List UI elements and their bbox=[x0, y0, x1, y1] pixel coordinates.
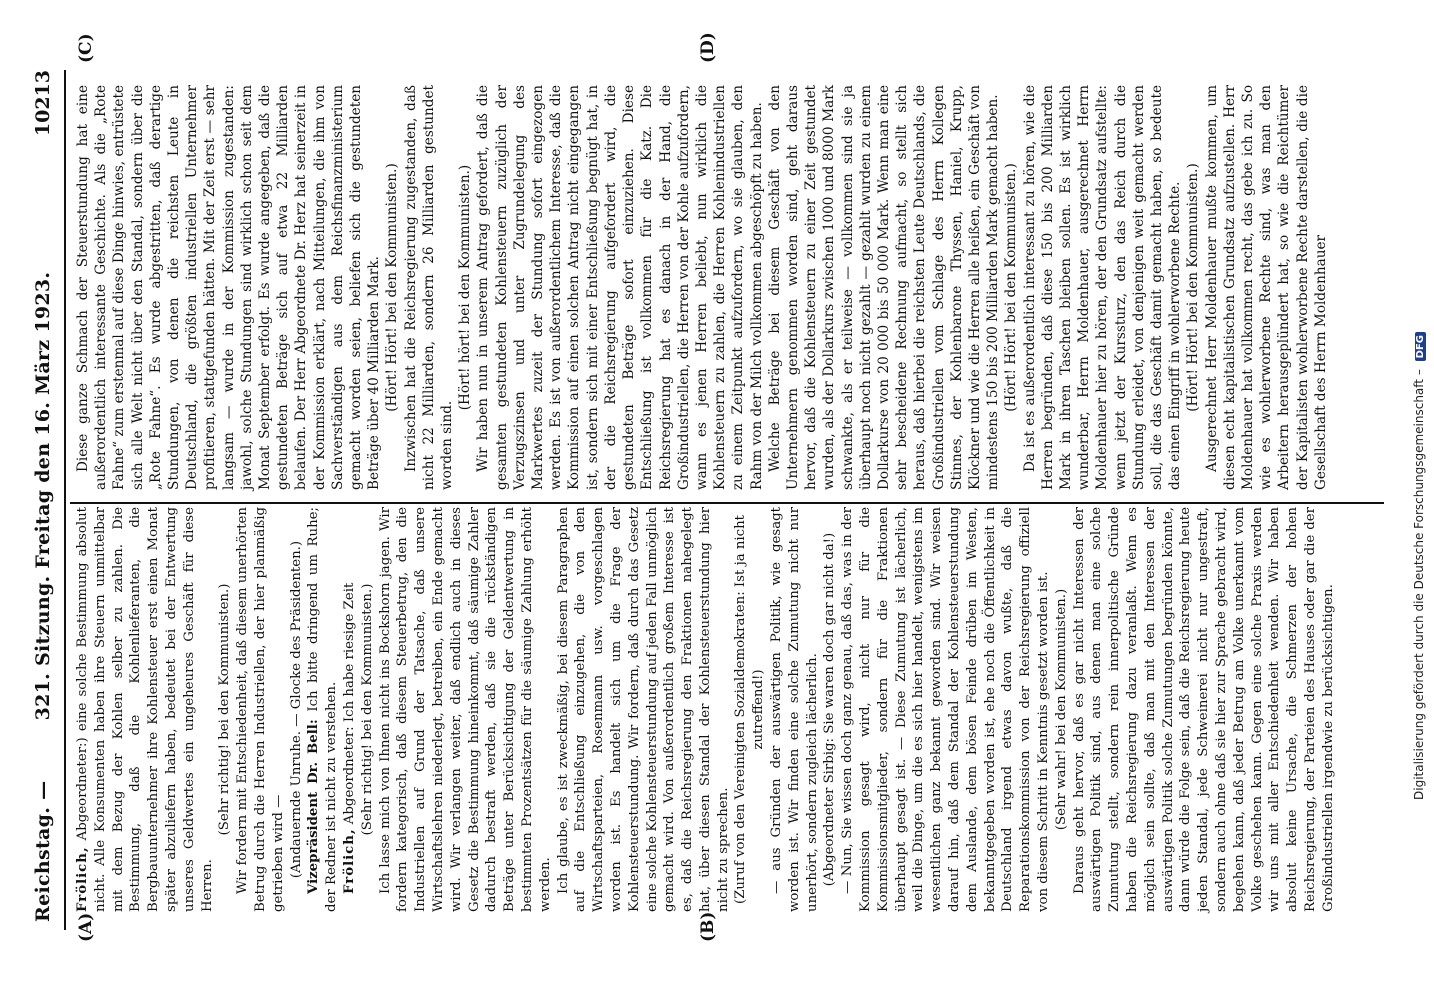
interjection: (Hört! Hört! bei den Kommunisten.) bbox=[1003, 163, 1020, 412]
interjection: (Hört! hört! bei den Kommunisten.) bbox=[457, 164, 474, 411]
paragraph: Ich lasse mich von Ihnen nicht ins Bockshorn jagen. Wir fordern kategorisch, daß diesem Steuerbetrug, den die Industriellen auf Grund der Tatsache, daß unsere Wirtschaftslehren niederlegt, betreiben, ein Ende gemacht wird. Wir verlangen weiter, daß endlich auch in dieses Gesetz die Bestimmung hineinkommt, daß säumige Zahler dadurch bestraft werden, daß sie die rückständigen Beträge unter Berücksichtigung der Geldentwertung in bestimmten Prozentsätzen für die säumige Zahlung erhöht werden. bbox=[377, 507, 553, 912]
interjection: (Hört! Hört! bei den Kommunisten.) bbox=[384, 163, 401, 412]
header-center: 321. Sitzung. Freitag den 16. März 1923. bbox=[32, 271, 54, 721]
speaker-name: Frölich, bbox=[75, 846, 90, 912]
interjection: (Hört! Hört! bei den Kommunisten.) bbox=[1185, 163, 1202, 412]
credit-text: Digitalisierung gefördert durch die Deutsche Forschungsgemeinschaft – bbox=[1412, 369, 1426, 800]
speaker-name: Frölich, bbox=[341, 828, 357, 894]
paragraph: Diese ganze Schmach der Steuerstundung hat eine außerordentlich interessante Geschichte. Als die „Rote Fahne“ zum erstenmal auf diese Dinge hinwies, entrüstete sich alle Welt nicht über den Standal, sondern über die „Rote Fahne“. Es wurde abgestritten, daß derartige Stundungen, von denen die reichsten Leute in Deutschland, die größten industriellen Unternehmer profitieren, stattgefunden hätten. Mit der Zeit erst — sehr langsam — wurde in der Kommission zugestanden: jawohl, solche Stundungen sind wirklich schon seit dem Monat September erfolgt. Es wurde angegeben, daß die gestundeten Beträge sich auf etwa 22 Milliarden belaufen. Der Herr Abgeordnete Dr. Herz hat seinerzeit in der Kommission erklärt, nach Mitteilungen, die ihm von Sachverständigen aus dem Reichsfinanzministerium gemacht worden seien, beliefen sich die gestundeten Beträge über 40 Milliarden Mark. bbox=[75, 85, 383, 490]
paragraph: Wir fordern mit Entschiedenheit, daß diesem unerhörten Betrug durch die Herren Industriellen, der hier planmäßig getrieben wird — bbox=[235, 507, 286, 912]
header-left: Reichstag. — bbox=[32, 780, 54, 922]
paragraph: Daraus geht hervor, daß es gar nicht Interessen der auswärtigen Politik sind, aus denen man eine solche Zumutung stellt, sondern rein innerpolitische Gründe haben die Reichsregierung dazu veranlaßt. Wenn es möglich sein sollte, daß man mit den Interessen der auswärtigen Politik solche Zumutungen begründen könnte, dann würde die Folge sein, daß die Reichsregierung heute jeden Standal, jede Schweinerei nicht nur ungestraft, sondern auch ohne daß sie hier zur Sprache gebracht wird, begehen kann, daß jeder Betrug am Volke unerkannt vom Volke geschehen kann. Gegen eine solche Praxis werden wir uns mit aller Entschiedenheit wenden. Wir haben absolut keine Ursache, die Schmerzen der hohen Reichsregierung, der Parteien des Hauses oder gar die der Großindustriellen irgendwie zu berücksichtigen. bbox=[1071, 507, 1336, 912]
paragraph: Ich glaube, es ist zweckmäßig, bei diesem Paragraphen auf die Entschließung einzugehen, die von den Wirtschaftsparteien, Rosenmann usw. vorgeschlagen worden ist. Es handelt sich um die Frage der Kohlensteuerstundung. Wir fordern, daß durch das Gesetz eine solche Kohlensteuerstundung auf jeden Fall unmöglich gemacht wird. Von außerordentlich großem Interesse ist es, daß die Reichsregierung den Fraktionen nahegelegt hat, über diesen Standal der Kohlensteuerstundung hier nicht zu sprechen. bbox=[555, 507, 731, 912]
paragraph: Ausgerechnet Herr Moldenhauer mußte kommen, um diesen echt kapitalistischen Grundsatz aufzustellen. Herr Moldenhauer hat vollkommen recht, das gebe ich zu. So wie es wohlerworbene Rechte sind, was man den Arbeitern herausgeplündert hat, so wie die Reichtümer der Kapitalisten wohlerworbene Rechte darstellen, die die Gesellschaft des Herrn Moldenhauer bbox=[1203, 85, 1329, 490]
margin-mark-d: (D) bbox=[698, 32, 718, 63]
speaker-name: Vizepräsident Dr. Bell: bbox=[306, 719, 322, 894]
interjection: (Sehr wahr! bei den Kommunisten.) bbox=[1053, 588, 1069, 831]
paragraph: — Nun, Sie wissen doch ganz genau, daß das, was in der Kommission gesagt wird, nicht nur für die Kommissionsmitglieder, sondern für die Fraktionen überhaupt gesagt ist. — Diese Zumutung ist lächerlich, weil die Dinge, um die es sich hier handelt, wenigstens im wesentlichen ganz bekannt geworden sind. Wir weisen darauf hin, daß dem Standal der Kohlensteuerstundung dem Auslande, dem bösen Feinde drüben im Westen, bekanntgegeben worden ist, ehe noch die Öffentlichkeit in Deutschland irgend etwas davon wußte, daß die Reparationskommission von der Reichsregierung offiziell von diesem Schritt in Kenntnis gesetzt worden ist. bbox=[840, 507, 1052, 912]
interjection: (Andauernde Unruhe. — Glocke des Präsidenten.) bbox=[288, 540, 304, 879]
column-divider bbox=[70, 502, 1384, 504]
paragraph: Frölich, Abgeordneter: Ich habe riesige Zeit bbox=[341, 582, 357, 894]
header-rule bbox=[64, 70, 66, 930]
interjection: (Zuruf von den Vereinigten Sozialdemokraten: Ist ja nicht zutreffend!) bbox=[733, 514, 767, 905]
paragraph: — aus Gründen der auswärtigen Politik, wie gesagt worden ist. Wir finden eine solche Zumutung nicht nur unerhört, sondern zugleich lächerlich. bbox=[769, 507, 820, 912]
paragraph: Da ist es außerordentlich interessant zu hören, wie die Herren begründen, daß diese 150 bis 200 Milliarden Mark in ihren Taschen bleiben sollen. Es ist wirklich wunderbar, Herrn Moldenhauer, ausgerechnet Herrn Moldenhauer hier zu hören, der den Grundsatz aufstellte: wenn jetzt der Kurssturz, den das Reich durch die Stundung erleidet, von denjenigen weit gemacht werden soll, die das Geschäft damit gemacht haben, so bedeute das einen Eingriff in wohlerworbene Rechte. bbox=[1021, 85, 1184, 490]
paragraph: Welche Beträge bei diesem Geschäft von den Unternehmern genommen worden sind, geht daraus hervor, daß die Kohlensteuern zu einer Zeit gestundet wurden, als der Dollarkurs zwischen 1000 und 8000 Mark schwankte, als er teilweise — vollkommen sind sie ja überhaupt noch nicht gezahlt — gezahlt wurden zu einem Dollarkurse von 20 000 bis 50 000 Mark. Wenn man eine sehr bescheidene Rechnung aufmacht, so stellt sich heraus, daß hierbei die reichsten Leute Deutschlands, die Großindustriellen vom Schlage des Herrn Kollegen Stinnes, der Kohlenbarone Thyssen, Haniel, Krupp, Klöckner und wie die Herren alle heißen, ein Geschäft von mindestens 150 bis 200 Milliarden Mark gemacht haben. bbox=[766, 85, 1002, 490]
margin-mark-a: (A) bbox=[76, 912, 96, 942]
dfg-logo: DFG bbox=[1415, 332, 1426, 361]
margin-mark-c: (C) bbox=[76, 33, 96, 63]
paragraph: Vizepräsident Dr. Bell: Ich bitte dringend um Ruhe; der Redner ist nicht zu verstehen. bbox=[306, 507, 340, 912]
page-header bbox=[28, 70, 68, 922]
digitization-credit bbox=[1412, 332, 1426, 800]
page-number: 10213 bbox=[32, 70, 54, 137]
left-column bbox=[74, 507, 1338, 912]
interjection: (Sehr richtig! bei den Kommunisten.) bbox=[359, 583, 375, 836]
margin-mark-b: (B) bbox=[698, 911, 718, 942]
right-column bbox=[74, 85, 1330, 490]
paragraph: Frölich, Abgeordneter:) eine solche Bestimmung absolut nicht. Alle Konsumenten haben ihre Steuern unmittelbar mit dem Bezug der Kohlen selber zu zahlen. Die Bestimmung, daß die Kohlenlieferanten, die Bergbauunternehmer ihre Kohlensteuer erst einen Monat später abzuliefern haben, bedeutet bei der Entwertung unseres Geldwertes ein ungeheures Geschäft für diese Herren. bbox=[75, 507, 215, 912]
paragraph: Wir haben nun in unserem Antrag gefordert, daß die gesamten gestundeten Kohlensteuern zuzüglich der Verzugszinsen und unter Zugrundelegung des Markwertes zuzeit der Stundung sofort eingezogen werden. Es ist von außerordentlichem Interesse, daß die Kommission auf einen solchen Antrag nicht eingegangen ist, sondern sich mit einer Entschließung begnügt hat, in der die Reichsregierung aufgefordert wird, die gestundeten Beträge sofort einzuziehen. Diese Entschließung ist vollkommen für die Katz. Die Reichsregierung hat es danach in der Hand, die Großindustriellen, die Herren von der Kohle aufzufordern, wann es jenen Herren beliebt, nun wirklich die Kohlensteuern zu zahlen, die Herren Kohlenindustriellen zu einem Zeitpunkt aufzufordern, wo sie glauben, den Rahm von der Milch vollkommen abgeschöpft zu haben. bbox=[475, 85, 765, 490]
interjection: (Sehr richtig! bei den Kommunisten.) bbox=[217, 583, 233, 836]
interjection: (Abgeordneter Sirbig: Sie waren doch gar nicht da!) bbox=[822, 532, 838, 887]
paragraph: Inzwischen hat die Reichsregierung zugestanden, daß nicht 22 Milliarden, sondern 26 Milliarden gestundet worden sind. bbox=[402, 85, 456, 490]
